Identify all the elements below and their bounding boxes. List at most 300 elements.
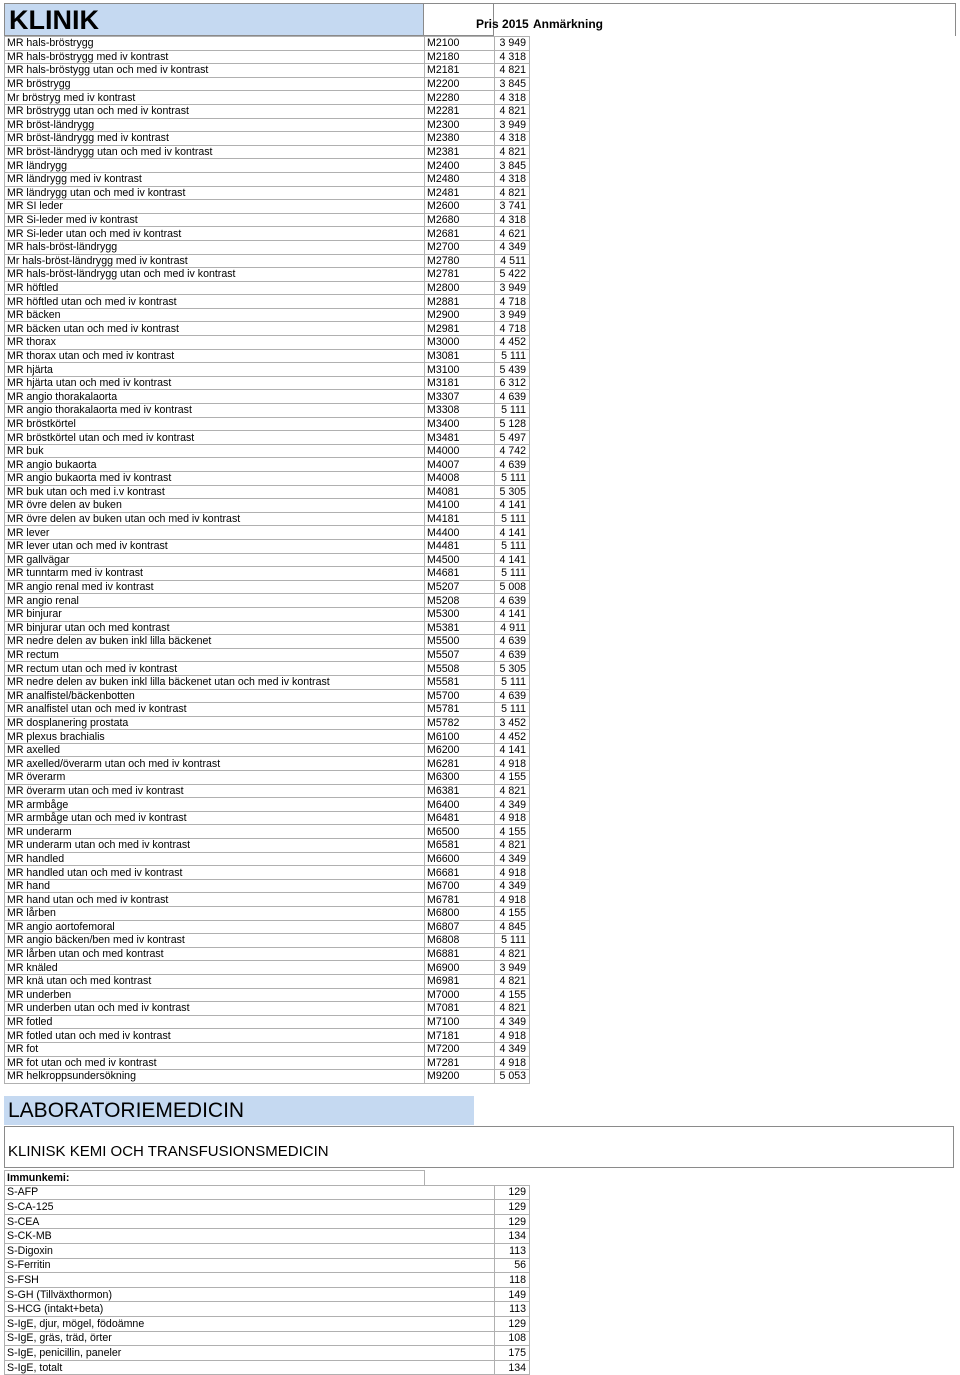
subheading-row	[5, 1171, 957, 1186]
exam-price: 5 305	[495, 662, 530, 676]
note-cell	[530, 390, 957, 404]
code-cell	[425, 1229, 495, 1244]
table-row	[5, 472, 957, 486]
exam-code: M3481	[425, 431, 495, 445]
exam-name: Mr bröstryg med iv kontrast	[5, 91, 425, 105]
exam-price: 5 111	[495, 472, 530, 486]
exam-name: MR bäcken	[5, 308, 425, 322]
note-cell	[530, 322, 957, 336]
exam-code: M2700	[425, 240, 495, 254]
note-cell	[530, 635, 957, 649]
note-cell	[530, 757, 957, 771]
table-row	[5, 1214, 957, 1229]
note-cell	[530, 526, 957, 540]
test-name: S-IgE, djur, mögel, födoämne	[5, 1316, 425, 1331]
code-cell	[425, 1346, 495, 1361]
note-cell	[530, 743, 957, 757]
exam-name: MR binjurar utan och med kontrast	[5, 621, 425, 635]
test-price: 149	[495, 1287, 530, 1302]
exam-name: MR knäled	[5, 961, 425, 975]
table-row	[5, 485, 957, 499]
note-cell	[530, 363, 957, 377]
exam-name: MR dosplanering prostata	[5, 716, 425, 730]
exam-code: M4081	[425, 485, 495, 499]
test-price: 113	[495, 1302, 530, 1317]
exam-code: M2481	[425, 186, 495, 200]
exam-code: M2180	[425, 50, 495, 64]
exam-code: M2680	[425, 213, 495, 227]
test-price: 129	[495, 1185, 530, 1200]
exam-price: 4 349	[495, 1015, 530, 1029]
note-column-header: Anmärkning	[533, 17, 604, 31]
exam-price: 5 111	[495, 675, 530, 689]
table-row	[5, 1056, 957, 1070]
note-cell	[530, 1287, 957, 1302]
exam-price: 5 111	[495, 934, 530, 948]
exam-code: M5781	[425, 703, 495, 717]
exam-name: MR hals-bröst-ländrygg	[5, 240, 425, 254]
note-cell	[530, 771, 957, 785]
exam-code: M3100	[425, 363, 495, 377]
table-row	[5, 200, 957, 214]
exam-code: M4481	[425, 539, 495, 553]
note-cell	[530, 37, 957, 51]
code-cell	[425, 1258, 495, 1273]
exam-price: 4 511	[495, 254, 530, 268]
exam-code: M2800	[425, 281, 495, 295]
table-row	[5, 336, 957, 350]
exam-name: MR bröstrygg utan och med iv kontrast	[5, 104, 425, 118]
note-cell	[530, 539, 957, 553]
exam-price: 4 141	[495, 499, 530, 513]
exam-price: 4 349	[495, 240, 530, 254]
note-cell	[530, 1258, 957, 1273]
note-cell	[530, 376, 957, 390]
exam-name: MR nedre delen av buken inkl lilla bäckenet	[5, 635, 425, 649]
exam-code: M2300	[425, 118, 495, 132]
note-cell	[530, 1302, 957, 1317]
table-row	[5, 771, 957, 785]
note-cell	[530, 839, 957, 853]
exam-code: M5700	[425, 689, 495, 703]
exam-name: MR nedre delen av buken inkl lilla bäckenet utan och med iv kontrast	[5, 675, 425, 689]
table-row	[5, 675, 957, 689]
table-row	[5, 974, 957, 988]
exam-code: M4007	[425, 458, 495, 472]
table-row	[5, 64, 957, 78]
exam-code: M2281	[425, 104, 495, 118]
code-cell	[425, 1185, 495, 1200]
table-row	[5, 1273, 957, 1288]
table-row	[5, 662, 957, 676]
exam-price: 5 111	[495, 539, 530, 553]
table-row	[5, 852, 957, 866]
table-row	[5, 1070, 957, 1084]
exam-code: M7200	[425, 1042, 495, 1056]
klinik-header	[4, 3, 956, 36]
test-name: S-CA-125	[5, 1200, 425, 1215]
table-row	[5, 907, 957, 921]
exam-price: 4 821	[495, 145, 530, 159]
table-row	[5, 1316, 957, 1331]
note-cell	[530, 675, 957, 689]
table-row	[5, 186, 957, 200]
section-header-box	[4, 1126, 954, 1168]
note-cell	[530, 472, 957, 486]
exam-name: MR bröst-ländrygg	[5, 118, 425, 132]
table-row	[5, 594, 957, 608]
note-cell	[530, 567, 957, 581]
exam-name: MR höftled utan och med iv kontrast	[5, 295, 425, 309]
exam-price: 4 821	[495, 64, 530, 78]
exam-name: MR knä utan och med kontrast	[5, 974, 425, 988]
exam-price: 4 141	[495, 607, 530, 621]
exam-name: MR överarm utan och med iv kontrast	[5, 784, 425, 798]
exam-code: M3307	[425, 390, 495, 404]
exam-price: 4 918	[495, 811, 530, 825]
exam-name: MR bäcken utan och med iv kontrast	[5, 322, 425, 336]
exam-price: 3 949	[495, 37, 530, 51]
note-cell	[530, 1273, 957, 1288]
lab-price-list	[4, 1170, 956, 1375]
exam-code: M6807	[425, 920, 495, 934]
exam-code: M6700	[425, 879, 495, 893]
exam-name: MR analfistel/bäckenbotten	[5, 689, 425, 703]
table-row	[5, 308, 957, 322]
note-cell	[530, 145, 957, 159]
exam-code: M4500	[425, 553, 495, 567]
table-row	[5, 567, 957, 581]
table-row	[5, 1287, 957, 1302]
note-cell	[530, 1029, 957, 1043]
table-row	[5, 159, 957, 173]
exam-price: 4 718	[495, 322, 530, 336]
table-row	[5, 934, 957, 948]
note-cell	[530, 798, 957, 812]
exam-code: M2100	[425, 37, 495, 51]
test-price: 118	[495, 1273, 530, 1288]
note-cell	[530, 159, 957, 173]
exam-name: MR analfistel utan och med iv kontrast	[5, 703, 425, 717]
test-name: S-AFP	[5, 1185, 425, 1200]
exam-price: 4 821	[495, 784, 530, 798]
note-cell	[530, 1346, 957, 1361]
exam-price: 4 718	[495, 295, 530, 309]
exam-code: M5508	[425, 662, 495, 676]
exam-price: 4 918	[495, 757, 530, 771]
exam-name: MR binjurar	[5, 607, 425, 621]
exam-code: M2881	[425, 295, 495, 309]
table-row	[5, 363, 957, 377]
exam-code: M6781	[425, 893, 495, 907]
note-cell	[530, 1056, 957, 1070]
note-cell	[530, 50, 957, 64]
table-row	[5, 37, 957, 51]
table-row	[5, 172, 957, 186]
exam-code: M2781	[425, 268, 495, 282]
table-row	[5, 390, 957, 404]
note-cell	[530, 512, 957, 526]
table-row	[5, 404, 957, 418]
exam-name: MR lever utan och med iv kontrast	[5, 539, 425, 553]
table-row	[5, 132, 957, 146]
note-cell	[530, 254, 957, 268]
exam-code: M5500	[425, 635, 495, 649]
code-cell	[425, 1243, 495, 1258]
exam-price: 6 312	[495, 376, 530, 390]
test-price: 175	[495, 1346, 530, 1361]
exam-name: MR armbåge utan och med iv kontrast	[5, 811, 425, 825]
exam-price: 5 497	[495, 431, 530, 445]
exam-price: 4 318	[495, 91, 530, 105]
exam-price: 3 949	[495, 308, 530, 322]
table-row	[5, 1243, 957, 1258]
exam-code: M3081	[425, 349, 495, 363]
table-row	[5, 268, 957, 282]
note-cell	[530, 730, 957, 744]
exam-code: M6481	[425, 811, 495, 825]
table-row	[5, 798, 957, 812]
exam-price: 5 053	[495, 1070, 530, 1084]
exam-code: M2181	[425, 64, 495, 78]
table-row	[5, 512, 957, 526]
note-cell	[530, 1229, 957, 1244]
exam-code: M2400	[425, 159, 495, 173]
table-row	[5, 1042, 957, 1056]
test-price: 113	[495, 1243, 530, 1258]
exam-price: 3 845	[495, 77, 530, 91]
note-cell	[530, 431, 957, 445]
exam-name: MR angio bukaorta med iv kontrast	[5, 472, 425, 486]
exam-code: M6981	[425, 974, 495, 988]
table-row	[5, 825, 957, 839]
exam-price: 4 318	[495, 132, 530, 146]
exam-price: 3 845	[495, 159, 530, 173]
exam-price: 4 639	[495, 689, 530, 703]
table-row	[5, 50, 957, 64]
exam-name: MR handled utan och med iv kontrast	[5, 866, 425, 880]
exam-price: 5 008	[495, 580, 530, 594]
exam-price: 5 111	[495, 567, 530, 581]
table-row	[5, 1229, 957, 1244]
exam-name: MR rectum utan och med iv kontrast	[5, 662, 425, 676]
test-name: S-IgE, penicillin, paneler	[5, 1346, 425, 1361]
exam-code: M5507	[425, 648, 495, 662]
note-cell	[530, 1015, 957, 1029]
note-cell	[530, 404, 957, 418]
test-name: S-Digoxin	[5, 1243, 425, 1258]
exam-code: M7281	[425, 1056, 495, 1070]
exam-code: M6100	[425, 730, 495, 744]
exam-code: M6600	[425, 852, 495, 866]
note-cell	[530, 172, 957, 186]
table-row	[5, 349, 957, 363]
table-row	[5, 920, 957, 934]
exam-code: M2981	[425, 322, 495, 336]
exam-name: MR fotled	[5, 1015, 425, 1029]
note-cell	[530, 132, 957, 146]
table-row	[5, 444, 957, 458]
exam-price: 4 639	[495, 390, 530, 404]
note-cell	[530, 1214, 957, 1229]
exam-name: MR bröst-ländrygg med iv kontrast	[5, 132, 425, 146]
table-row	[5, 621, 957, 635]
exam-name: MR hals-bröst-ländrygg utan och med iv kontrast	[5, 268, 425, 282]
exam-price: 3 949	[495, 961, 530, 975]
exam-price: 3 741	[495, 200, 530, 214]
exam-name: MR thorax	[5, 336, 425, 350]
exam-code: M9200	[425, 1070, 495, 1084]
table-row	[5, 145, 957, 159]
note-cell	[530, 1070, 957, 1084]
exam-code: M6281	[425, 757, 495, 771]
exam-code: M4008	[425, 472, 495, 486]
note-cell	[530, 499, 957, 513]
exam-name: MR hals-bröstygg utan och med iv kontrast	[5, 64, 425, 78]
table-row	[5, 1015, 957, 1029]
exam-price: 5 128	[495, 417, 530, 431]
note-cell	[530, 811, 957, 825]
note-cell	[530, 553, 957, 567]
exam-name: MR Si-leder utan och med iv kontrast	[5, 227, 425, 241]
exam-price: 4 742	[495, 444, 530, 458]
exam-name: MR hjärta utan och med iv kontrast	[5, 376, 425, 390]
exam-price: 4 821	[495, 1002, 530, 1016]
note-cell	[530, 852, 957, 866]
price-column-header: Pris 2015	[476, 17, 529, 31]
exam-code: M7081	[425, 1002, 495, 1016]
exam-name: MR bröst-ländrygg utan och med iv kontrast	[5, 145, 425, 159]
table-row	[5, 77, 957, 91]
exam-code: M6300	[425, 771, 495, 785]
table-row	[5, 376, 957, 390]
exam-code: M2600	[425, 200, 495, 214]
exam-price: 5 111	[495, 404, 530, 418]
note-cell	[530, 485, 957, 499]
exam-price: 4 318	[495, 172, 530, 186]
exam-code: M6881	[425, 947, 495, 961]
table-row	[5, 499, 957, 513]
exam-code: M2480	[425, 172, 495, 186]
note-cell	[530, 295, 957, 309]
table-row	[5, 607, 957, 621]
mr-price-table	[4, 36, 957, 1084]
table-row	[5, 648, 957, 662]
note-cell	[530, 1331, 957, 1346]
note-cell	[530, 1243, 957, 1258]
exam-code: M3308	[425, 404, 495, 418]
note-cell	[530, 417, 957, 431]
exam-code: M2280	[425, 91, 495, 105]
exam-name: MR underarm utan och med iv kontrast	[5, 839, 425, 853]
exam-code: M6381	[425, 784, 495, 798]
exam-name: MR buk	[5, 444, 425, 458]
table-row	[5, 1302, 957, 1317]
exam-name: MR helkroppsundersökning	[5, 1070, 425, 1084]
code-cell	[425, 1287, 495, 1302]
note-cell	[530, 988, 957, 1002]
exam-price: 5 111	[495, 512, 530, 526]
exam-code: M4000	[425, 444, 495, 458]
exam-name: MR SI leder	[5, 200, 425, 214]
exam-price: 4 918	[495, 893, 530, 907]
table-row	[5, 417, 957, 431]
code-cell	[425, 1273, 495, 1288]
exam-price: 4 349	[495, 879, 530, 893]
note-cell	[530, 1200, 957, 1215]
note-cell	[530, 716, 957, 730]
note-cell	[530, 444, 957, 458]
exam-code: M6800	[425, 907, 495, 921]
table-row	[5, 553, 957, 567]
exam-name: MR bröstrygg	[5, 77, 425, 91]
exam-code: M4681	[425, 567, 495, 581]
exam-price: 5 111	[495, 349, 530, 363]
note-cell	[530, 580, 957, 594]
exam-price: 4 621	[495, 227, 530, 241]
code-cell	[425, 1200, 495, 1215]
exam-price: 3 949	[495, 118, 530, 132]
exam-code: M6681	[425, 866, 495, 880]
exam-name: MR axelled/överarm utan och med iv kontrast	[5, 757, 425, 771]
table-row	[5, 703, 957, 717]
table-row	[5, 988, 957, 1002]
exam-code: M6200	[425, 743, 495, 757]
exam-name: MR angio renal med iv kontrast	[5, 580, 425, 594]
note-cell	[530, 458, 957, 472]
exam-name: MR armbåge	[5, 798, 425, 812]
code-cell	[425, 1360, 495, 1375]
exam-code: M5207	[425, 580, 495, 594]
table-row	[5, 1185, 957, 1200]
code-cell	[425, 1316, 495, 1331]
test-price: 134	[495, 1229, 530, 1244]
note-cell	[530, 281, 957, 295]
exam-code: M4400	[425, 526, 495, 540]
exam-code: M7100	[425, 1015, 495, 1029]
exam-name: MR angio aortofemoral	[5, 920, 425, 934]
lab-section-title: LABORATORIEMEDICIN	[4, 1096, 474, 1125]
test-price: 129	[495, 1316, 530, 1331]
exam-price: 4 349	[495, 798, 530, 812]
code-cell	[425, 1214, 495, 1229]
test-price: 56	[495, 1258, 530, 1273]
exam-code: M2780	[425, 254, 495, 268]
test-name: S-CEA	[5, 1214, 425, 1229]
exam-name: MR angio bäcken/ben med iv kontrast	[5, 934, 425, 948]
table-row	[5, 866, 957, 880]
note-cell	[530, 907, 957, 921]
exam-price: 4 918	[495, 1029, 530, 1043]
table-row	[5, 635, 957, 649]
table-row	[5, 811, 957, 825]
note-cell	[530, 213, 957, 227]
note-cell	[530, 947, 957, 961]
exam-price: 4 639	[495, 648, 530, 662]
exam-name: MR överarm	[5, 771, 425, 785]
note-cell	[530, 1316, 957, 1331]
exam-code: M6900	[425, 961, 495, 975]
exam-price: 4 141	[495, 526, 530, 540]
exam-name: MR lårben	[5, 907, 425, 921]
exam-price: 4 821	[495, 839, 530, 853]
exam-price: 4 349	[495, 1042, 530, 1056]
note-cell	[530, 1185, 957, 1200]
exam-code: M6808	[425, 934, 495, 948]
note-cell	[530, 825, 957, 839]
exam-code: M5581	[425, 675, 495, 689]
table-row	[5, 580, 957, 594]
